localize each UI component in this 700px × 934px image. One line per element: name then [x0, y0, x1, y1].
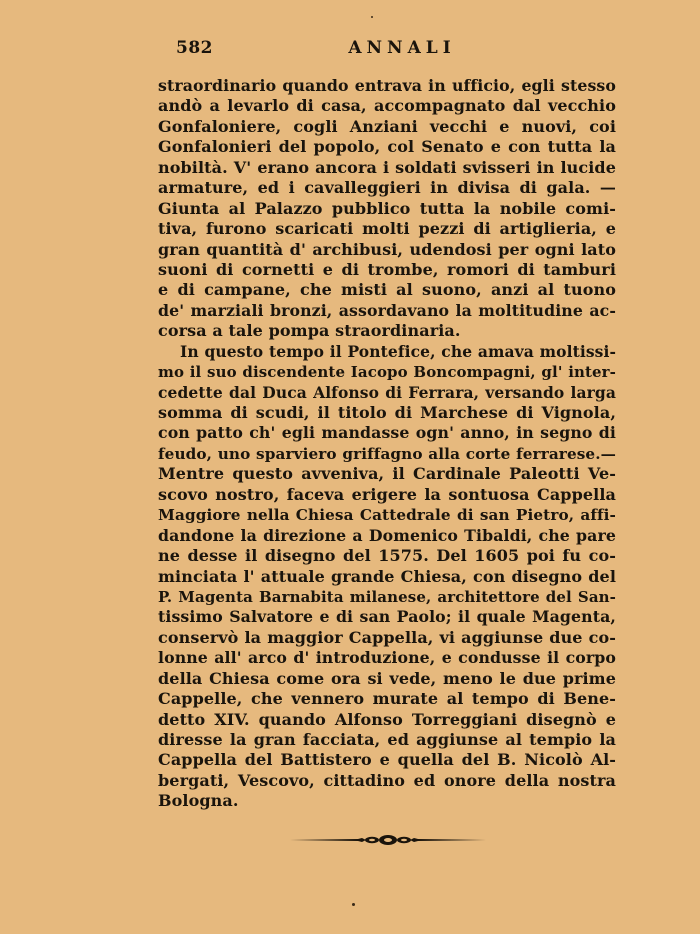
text-line: con patto ch' egli mandasse ogn' anno, in segno di	[158, 423, 616, 443]
text-line: Bologna.	[158, 791, 239, 811]
text-line: dandone la direzione a Domenico Tibaldi, che pare	[158, 525, 616, 545]
text-line: tissimo Salvatore e di san Paolo; il quale Magenta,	[158, 607, 616, 627]
text-line: della Chiesa come ora si vede, meno le due prime	[158, 668, 616, 688]
text-line: e di campane, che misti al suono, anzi al tuono	[158, 280, 616, 300]
text-line: somma di scudi, il titolo di Marchese di Vignola,	[158, 403, 616, 422]
text-line: Gonfalonieri del popolo, col Senato e con tutta la	[158, 137, 616, 157]
text-line: Cappella del Battistero e quella del B. Nicolò Al-	[158, 750, 616, 770]
text-line: gran quantità d' archibusi, udendosi per ogni lato	[158, 239, 616, 259]
text-line: conservò la maggior Cappella, vi aggiunse due co-	[158, 627, 616, 647]
paper-speck	[352, 903, 355, 906]
text-line: Mentre questo avveniva, il Cardinale Paleotti Ve-	[158, 464, 616, 484]
running-title: ANNALI	[348, 38, 456, 58]
text-line: mo il suo discendente Iacopo Boncompagni, gl' inter-	[158, 363, 616, 382]
text-line: P. Magenta Barnabita milanese, architettore del San-	[158, 587, 616, 606]
text-line: lonne all' arco d' introduzione, e condusse il corpo	[158, 648, 616, 668]
paper-speck	[371, 16, 373, 18]
text-line: diresse la gran facciata, ed aggiunse al tempio la	[158, 730, 616, 749]
text-line: detto XIV. quando Alfonso Torreggiani disegnò e	[158, 709, 616, 729]
text-line: Gonfaloniere, cogli Anziani vecchi e nuovi, coi	[158, 116, 616, 136]
text-line: de' marziali bronzi, assordavano la moltitudine ac-	[158, 300, 616, 320]
text-line: cedette dal Duca Alfonso di Ferrara, versando larga	[158, 382, 616, 402]
text-line: feudo, uno sparviero griffagno alla corte ferrarese.—	[158, 444, 616, 463]
text-line: corsa a tale pompa straordinaria.	[158, 321, 461, 341]
text-line: bergati, Vescovo, cittadino ed onore della nostra	[158, 770, 616, 790]
text-line: straordinario quando entrava in ufficio, egli stesso	[158, 76, 616, 95]
text-line: Cappelle, che vennero murate al tempo di Bene-	[158, 689, 616, 709]
tailpiece-ornament-icon	[288, 830, 488, 850]
text-line: ne desse il disegno del 1575. Del 1605 poi fu co-	[158, 546, 616, 566]
text-line: Giunta al Palazzo pubblico tutta la nobile comi-	[158, 198, 616, 218]
text-line: minciata l' attuale grande Chiesa, con disegno del	[158, 566, 616, 586]
text-line: scovo nostro, faceva erigere la sontuosa Cappella	[158, 484, 616, 504]
text-line: andò a levarlo di casa, accompagnato dal vecchio	[158, 96, 616, 116]
text-line: armature, ed i cavalleggieri in divisa di gala. —	[158, 178, 616, 198]
text-line: suoni di cornetti e di trombe, romori di tamburi	[158, 259, 616, 279]
text-line: tiva, furono scaricati molti pezzi di artiglieria, e	[158, 219, 616, 239]
body-text	[158, 76, 616, 812]
text-line: nobiltà. V' erano ancora i soldati svisseri in lucide	[158, 157, 616, 177]
text-line: In questo tempo il Pontefice, che amava moltissi-	[180, 341, 616, 361]
page-header	[158, 38, 616, 62]
text-line: Maggiore nella Chiesa Cattedrale di san Pietro, affi-	[158, 506, 616, 525]
page-number: 582	[176, 38, 213, 58]
